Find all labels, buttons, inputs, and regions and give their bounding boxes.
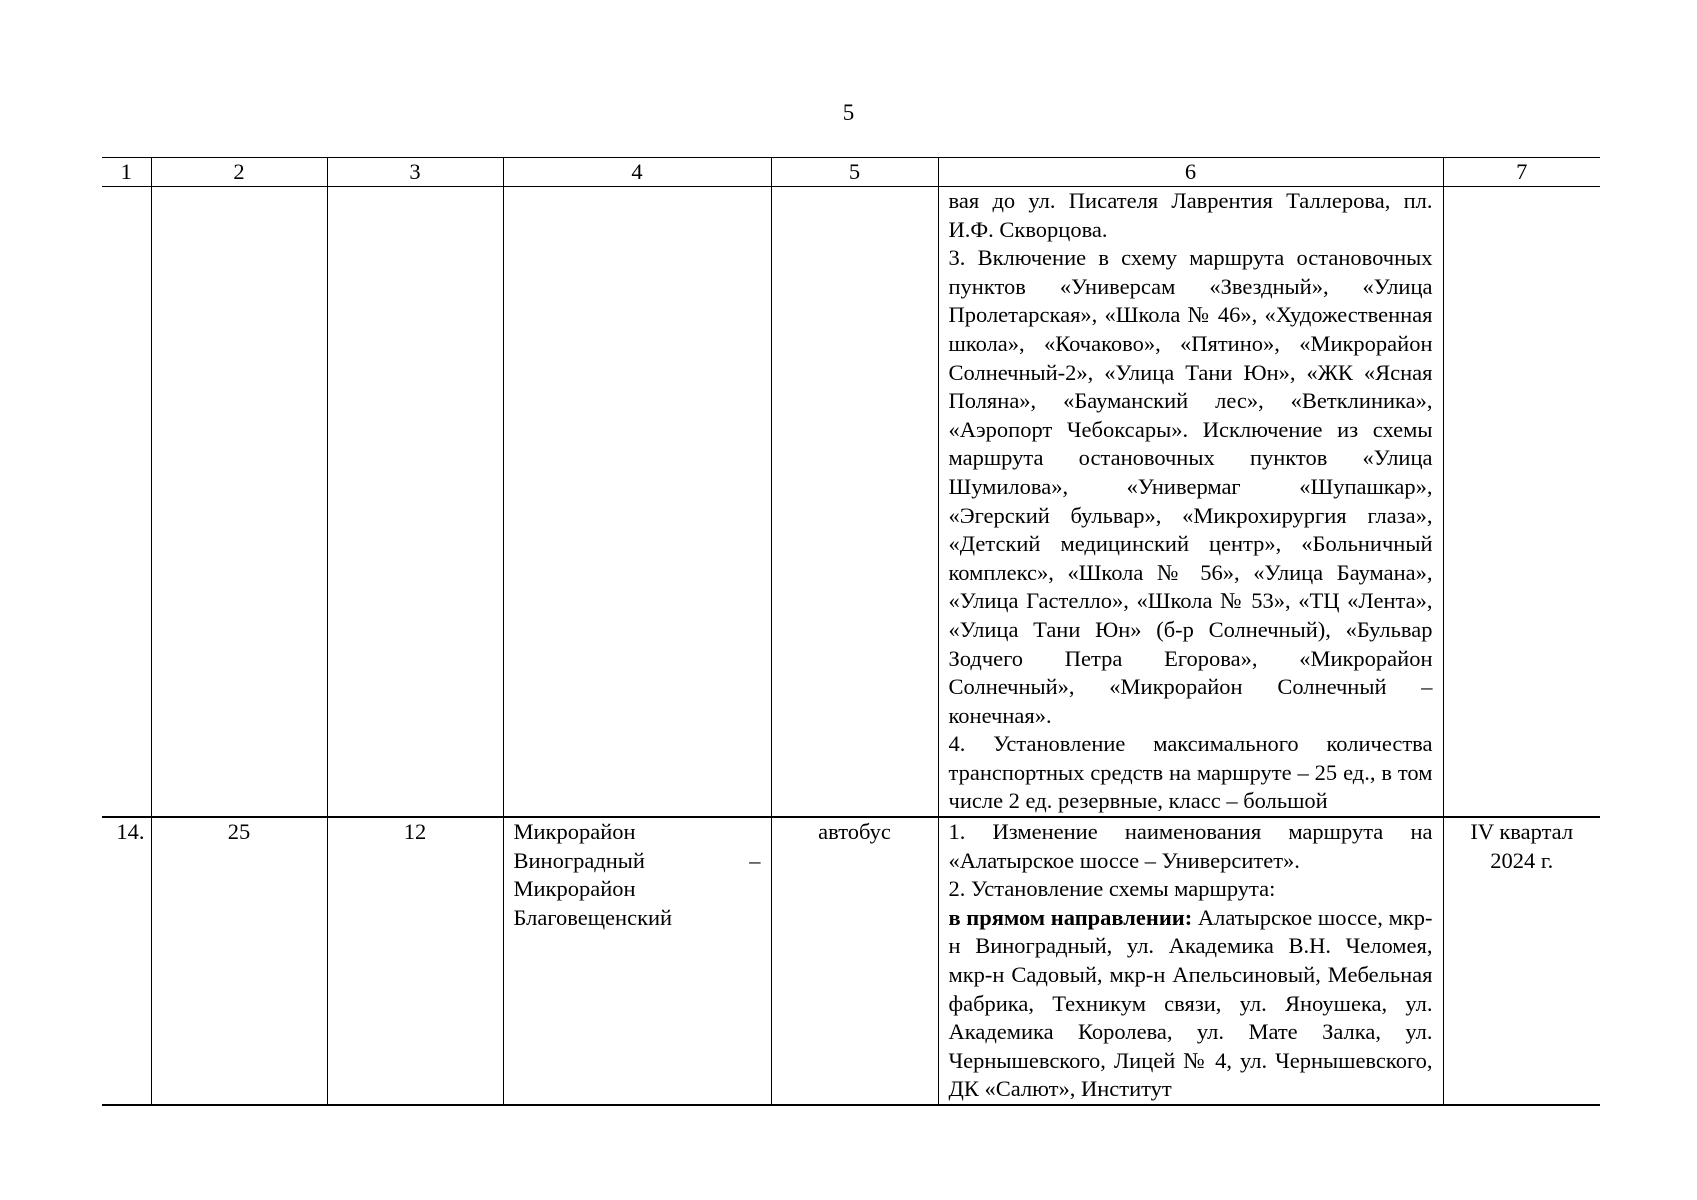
direction-label: в прямом направлении: (948, 904, 1193, 930)
changes-cell-continued (938, 187, 1443, 818)
changes-paragraph: 1. Изменение наименования маршрута на «Алатырское шоссе – Университет». (948, 819, 1433, 873)
changes-paragraph: 3. Включение в схему маршрута остановочных пунктов «Универсам «Звездный», «Улица Пролетарская», «Школа № 46», «Художественная школа», «Кочаково», «Пятино», «Микрорайон Солнечный-2», «Улица Тани Юн», «ЖК «Ясная Поляна», «Бауманский лес», «Ветклиника», «Аэропорт Чебоксары». Исключение из схемы маршрута остановочных пунктов «Улица Шумилова», «Универмаг «Шупашкар», «Эгерский бульвар», «Микрохирургия глаза», «Детский медицинский центр», «Больничный комплекс», «Школа № 56», «Улица Баумана», «Улица Гастелло», «Школа № 53», «ТЦ «Лента», «Улица Тани Юн» (б-р Солнечный), «Бульвар Зодчего Петра Егорова», «Микрорайон Солнечный», «Микрорайон Солнечный – конечная». (948, 245, 1433, 728)
table-row-continuation (102, 187, 1600, 818)
header-col-4: 4 (503, 158, 771, 187)
routes-table (102, 157, 1600, 1106)
cell-empty (771, 187, 938, 818)
header-col-6: 6 (938, 158, 1443, 187)
changes-paragraph: 4. Установление максимального количества транспортных средств на маршруте – 25 ед., в том числе 2 ед. резервные, класс – большой (948, 731, 1433, 814)
table-row-14 (102, 817, 1600, 1105)
cell-empty (102, 187, 151, 818)
changes-paragraph (949, 904, 1433, 1104)
route-number-old: 25 (151, 817, 327, 1105)
route-name: Микрорайон Виноградный – Микрорайон Благовещенский (503, 817, 771, 1105)
cell-empty (327, 187, 503, 818)
changes-cell (938, 817, 1443, 1105)
cell-empty (151, 187, 327, 818)
header-col-5: 5 (771, 158, 938, 187)
header-col-2: 2 (151, 158, 327, 187)
transport-type: автобус (771, 817, 938, 1105)
header-col-1: 1 (102, 158, 151, 187)
cell-empty (503, 187, 771, 818)
header-col-3: 3 (327, 158, 503, 187)
table-header-row (102, 158, 1600, 187)
page-number: 5 (842, 100, 855, 125)
implementation-period: IV квартал 2024 г. (1443, 817, 1600, 1105)
route-scheme-text: Алатырское шоссе, мкр-н Виноградный, ул. Академика В.Н. Челомея, мкр-н Садовый, мкр-н Апельсиновый, Мебельная фабрика, Техникум связи, ул. Яноушека, ул. Академика Королева, ул. Мате Залка, ул. Чернышевского, Лицей № 4, ул. Чернышевского, ДК «Салют», Институт (948, 904, 1433, 1102)
row-number: 14. (102, 817, 151, 1105)
header-col-7: 7 (1443, 158, 1600, 187)
changes-paragraph: 2. Установление схемы маршрута: (948, 876, 1276, 902)
cell-empty (1443, 187, 1600, 818)
route-number-new: 12 (327, 817, 503, 1105)
changes-paragraph: вая до ул. Писателя Лаврентия Таллерова, пл. И.Ф. Скворцова. (948, 188, 1433, 242)
